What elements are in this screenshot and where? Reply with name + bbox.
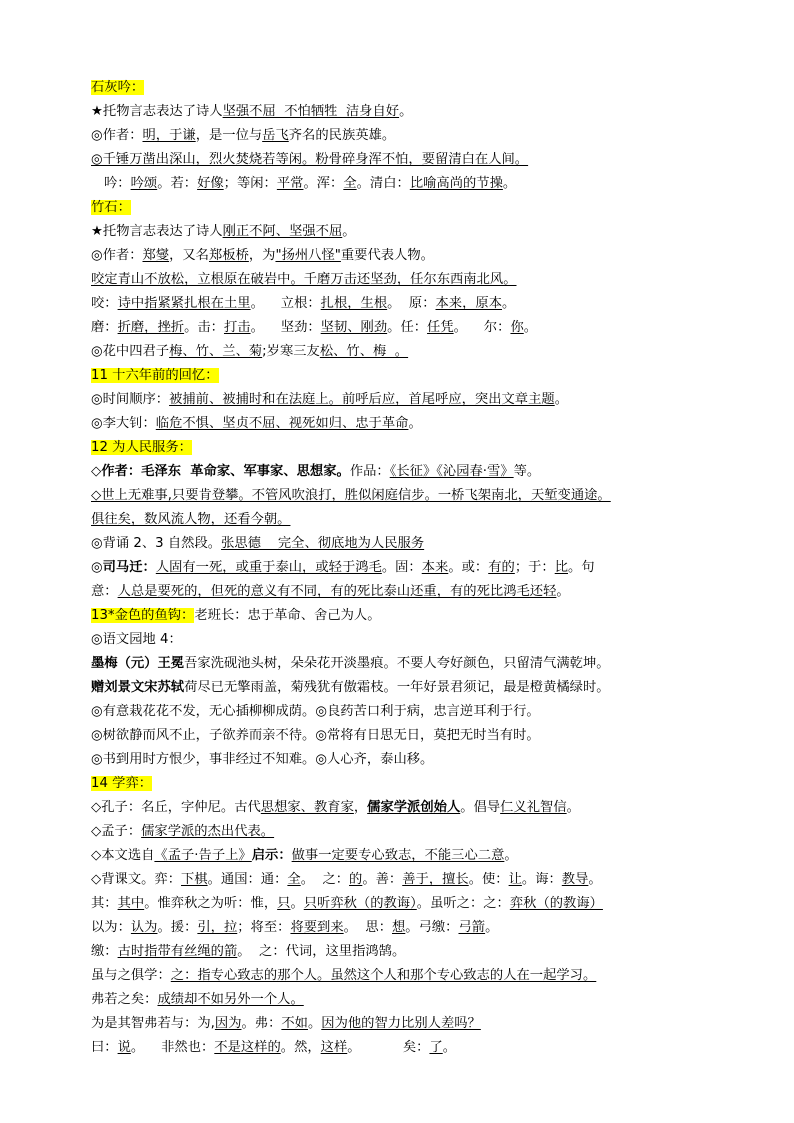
text-line	[91, 220, 731, 244]
text-segment: 松、竹、梅 。	[319, 344, 409, 359]
text-line	[91, 844, 731, 868]
text-segment: ，为	[248, 248, 276, 263]
section-heading: 13*金色的鱼钩：	[91, 608, 195, 623]
text-segment: 梅、竹、兰、菊	[169, 344, 263, 359]
text-segment: 。通国：通：	[207, 872, 288, 887]
text-segment: 《长征》《沁园春·雪》	[389, 464, 514, 479]
text-line	[91, 1012, 731, 1036]
text-segment: 作品：	[349, 464, 390, 479]
text-segment: 比喻高尚的节操	[409, 176, 503, 191]
text-segment: 坚强不屈 不怕牺牲 洁身自好	[222, 104, 400, 119]
text-segment: ◎背诵 2、3 自然段。	[91, 536, 222, 551]
text-segment: ，	[353, 800, 368, 815]
text-segment: 。虽听之：之：	[416, 896, 510, 911]
text-line	[91, 508, 731, 532]
text-segment: 古时指带有丝绳的箭	[117, 944, 238, 959]
text-segment: 仁义礼智信	[500, 800, 567, 815]
text-segment: ；于：	[514, 560, 555, 575]
text-line	[91, 436, 731, 460]
text-segment: 。 矣：	[347, 1040, 430, 1055]
text-segment: ◎李大钊：	[91, 416, 156, 431]
text-segment: ◎千锤万凿出深山，烈火焚烧若等闲。粉骨碎身浑不怕，要留清白在人间。	[91, 152, 529, 167]
text-segment: 。	[485, 920, 499, 935]
text-line	[91, 124, 731, 148]
text-segment: 被捕前、被捕时和在法庭上。前呼后应，首尾呼应，突出文章主题	[169, 392, 555, 407]
text-segment: 让	[508, 872, 522, 887]
text-segment: ◎作者：	[91, 128, 143, 143]
text-line	[91, 916, 731, 940]
text-line	[91, 772, 731, 796]
text-line	[91, 940, 731, 964]
text-line	[91, 148, 731, 172]
text-segment: 。	[554, 392, 568, 407]
text-segment: 张思德 完全、彻底地为人民服务	[221, 536, 425, 551]
text-segment: ◎花中四君子	[91, 344, 170, 359]
text-segment: 吟：	[104, 176, 131, 191]
text-segment: 吾家洗砚池头树，朵朵花开淡墨痕。不要人夸好颜色，只留清气满乾坤。	[184, 656, 610, 671]
text-segment: 。 之：代词，这里指鸿鹄。	[237, 944, 406, 959]
text-segment: 启示：	[251, 848, 292, 863]
document-page	[91, 76, 731, 1060]
text-segment: ★托物言志表达了诗人	[91, 104, 223, 119]
text-segment: 。	[442, 1040, 457, 1055]
text-segment: ；将至：	[237, 920, 291, 935]
text-line	[91, 1036, 731, 1060]
text-segment: 弗若之矣：	[91, 992, 158, 1007]
text-segment: 刚正不阿、坚强不屈	[222, 224, 343, 239]
text-segment: 郑燮	[142, 248, 170, 263]
text-segment: 任凭	[427, 320, 454, 335]
text-segment: 。任：	[387, 320, 428, 335]
text-segment: ◇孔子：名丘，字仲尼。古代	[91, 800, 261, 815]
text-segment: 弈秋（的教诲）	[509, 896, 603, 911]
text-segment: 因为他的智力比别人差吗？	[321, 1016, 481, 1031]
text-segment: 。倡导	[460, 800, 501, 815]
text-segment: 。 非然也：	[130, 1040, 215, 1055]
text-segment: 。然，	[280, 1040, 321, 1055]
text-line	[91, 604, 731, 628]
text-segment: 只	[277, 896, 291, 911]
text-segment: 不是这样的	[214, 1040, 281, 1055]
text-segment: 只听弈秋（的教诲）	[303, 896, 417, 911]
text-segment: 了	[429, 1040, 443, 1055]
text-segment: ，是一位与	[195, 128, 263, 143]
text-segment: 虽与之俱学：	[91, 968, 171, 983]
text-line	[91, 748, 731, 772]
text-segment: 打击	[223, 320, 251, 335]
text-segment: 思想家、教育家	[260, 800, 354, 815]
text-segment: 。 立根：	[250, 296, 321, 311]
text-segment: ◎有意栽花花不发，无心插柳柳成荫。◎良药苦口利于病，忠言逆耳利于行。	[91, 704, 540, 719]
text-segment: 。清白：	[356, 176, 410, 191]
text-line	[91, 340, 731, 364]
text-line	[91, 964, 731, 988]
text-segment: 意：	[91, 584, 118, 599]
text-segment: 扎根，生根	[320, 296, 388, 311]
text-segment: ◎作者：	[91, 248, 143, 263]
text-segment: 岳飞	[262, 128, 289, 143]
text-segment: 明，于谦	[142, 128, 196, 143]
text-segment: 。	[408, 416, 422, 431]
text-segment: 。援：	[157, 920, 198, 935]
text-segment: 磨：	[91, 320, 118, 335]
text-line	[91, 100, 731, 124]
text-line	[91, 580, 731, 604]
text-segment: 。	[504, 848, 518, 863]
text-segment: 。 思：	[343, 920, 392, 935]
text-segment: 成绩却不如另外一个人。	[157, 992, 304, 1007]
text-segment: 墨梅（元）王冕	[91, 656, 185, 671]
text-segment: 全	[287, 872, 301, 887]
text-segment: 为是其智弗若与：为,	[91, 1016, 215, 1031]
text-line	[91, 76, 731, 100]
text-segment: 。诲：	[521, 872, 562, 887]
text-segment: 因为	[214, 1016, 242, 1031]
section-heading: 石灰吟：	[91, 80, 145, 95]
text-segment: 临危不惧、坚贞不屈、视死如归、忠于革命	[155, 416, 409, 431]
text-segment: 等。	[513, 464, 541, 479]
text-line	[91, 388, 731, 412]
text-segment: 。使：	[468, 872, 509, 887]
text-segment: 人固有一死，或重于泰山，或轻于鸿毛	[155, 560, 382, 575]
text-segment: ◇作者：毛泽东 革命家、军事家、思想家。	[91, 464, 350, 479]
text-segment: ◇背课文。弈：	[91, 872, 182, 887]
text-segment: 人总是要死的，但死的意义有不同，有的死比泰山还重，有的死比鸿毛还轻	[117, 584, 557, 599]
text-line	[91, 172, 731, 196]
section-heading: 竹石：	[91, 200, 131, 215]
text-segment: 齐名的民族英雄。	[288, 128, 396, 143]
text-segment: 。 之：	[300, 872, 350, 887]
text-segment: 弓箭	[458, 920, 486, 935]
text-line	[91, 484, 731, 508]
text-segment: 。弓缴：	[405, 920, 459, 935]
text-segment: ◎树欲静而风不止，子欲养而亲不待。◎常将有日思无日，莫把无时当有时。	[91, 728, 540, 743]
text-segment: 有的	[488, 560, 515, 575]
text-line	[91, 196, 731, 220]
text-line	[91, 244, 731, 268]
text-line	[91, 796, 731, 820]
text-segment: 儒家学派创始人	[367, 800, 461, 815]
text-segment: 。善：	[362, 872, 403, 887]
text-segment: 重要代表人物。	[340, 248, 434, 263]
text-segment: 其中	[117, 896, 145, 911]
text-segment: ◇孟子：	[91, 824, 142, 839]
text-segment: 老班长：忠于革命、舍己为人。	[194, 608, 381, 623]
text-segment: 本来	[421, 560, 449, 575]
text-line	[91, 868, 731, 892]
text-segment: 认为	[130, 920, 158, 935]
text-segment: 。击：	[184, 320, 224, 335]
text-line	[91, 892, 731, 916]
text-segment: 。	[588, 872, 602, 887]
text-segment: 下棋	[181, 872, 208, 887]
text-segment: 。	[399, 104, 413, 119]
text-segment: 。 尔：	[453, 320, 511, 335]
text-segment: 好像	[197, 176, 224, 191]
text-segment: 。句	[568, 560, 595, 575]
text-segment: 赠刘景文宋苏轼	[91, 680, 185, 695]
text-line	[91, 292, 731, 316]
text-line	[91, 268, 731, 292]
text-segment: 教导	[561, 872, 589, 887]
section-heading: 14 学弈：	[91, 776, 153, 791]
text-segment: 。浑：	[303, 176, 344, 191]
text-line	[91, 628, 731, 652]
text-segment: 之：指专心致志的那个人。虽然这个人和那个专心致志的人在一起学习。	[170, 968, 597, 983]
text-segment: 。弗：	[241, 1016, 282, 1031]
text-line	[91, 988, 731, 1012]
text-segment: 。	[556, 584, 570, 599]
text-segment: 儒家学派的杰出代表。	[141, 824, 275, 839]
text-segment: 咬：	[91, 296, 118, 311]
text-segment: 。	[290, 896, 304, 911]
text-segment: 的	[349, 872, 363, 887]
text-segment: 《孟子·告子上》	[154, 848, 252, 863]
text-segment: 。惟弈秋之为听：惟，	[144, 896, 278, 911]
text-segment: 将要到来	[290, 920, 344, 935]
text-segment: 比	[554, 560, 568, 575]
text-segment: ◇本文选自	[91, 848, 155, 863]
text-segment: 。若：	[157, 176, 198, 191]
text-segment: 折磨，挫折	[117, 320, 185, 335]
text-segment: 善于，擅长	[402, 872, 469, 887]
section-heading: 12 为人民服务：	[91, 440, 192, 455]
text-segment: 荷尽已无擎雨盖，菊残犹有傲霜枝。一年好景君须记，最是橙黄橘绿时。	[184, 680, 610, 695]
text-segment: 。 坚劲：	[250, 320, 321, 335]
text-line	[91, 460, 731, 484]
text-segment: 曰：	[91, 1040, 118, 1055]
text-segment: 。	[502, 296, 516, 311]
text-segment: 。	[566, 800, 580, 815]
text-line	[91, 532, 731, 556]
text-segment: ◎语文园地 4：	[91, 632, 182, 647]
text-segment: ◎司马迁：	[91, 560, 156, 575]
text-line	[91, 676, 731, 700]
text-segment: "扬州八怪"	[275, 248, 341, 263]
text-segment: 以为：	[91, 920, 131, 935]
text-segment: 。固：	[381, 560, 422, 575]
text-segment: 吟颂	[130, 176, 158, 191]
text-line	[91, 412, 731, 436]
text-segment: 说	[117, 1040, 131, 1055]
text-segment: 引，拉	[197, 920, 238, 935]
text-segment: ★托物言志表达了诗人	[91, 224, 223, 239]
text-line	[91, 652, 731, 676]
text-segment: 缴：	[91, 944, 118, 959]
text-line	[91, 556, 731, 580]
text-segment: 。 原：	[387, 296, 436, 311]
text-segment: 其：	[91, 896, 118, 911]
text-segment: 你	[510, 320, 524, 335]
text-segment: 做事一定要专心致志，不能三心二意	[291, 848, 505, 863]
text-segment: ◇世上无难事,只要肯登攀。不管风吹浪打，胜似闲庭信步。一桥飞架南北，天堑变通途。	[91, 488, 611, 503]
text-line	[91, 724, 731, 748]
text-segment: 不如	[281, 1016, 308, 1031]
text-segment: 。	[307, 1016, 322, 1031]
text-segment: ◎书到用时方恨少，事非经过不知难。◎人心齐，泰山移。	[91, 752, 434, 767]
text-segment: 本来，原本	[435, 296, 502, 311]
text-segment: 诗中指紧紧扎根在土里	[117, 296, 251, 311]
text-segment: ;岁寒三友	[262, 344, 320, 359]
text-segment: 。	[502, 176, 517, 191]
text-line	[91, 820, 731, 844]
text-segment: 坚韧、刚劲	[320, 320, 388, 335]
text-segment: 这样	[320, 1040, 348, 1055]
text-line	[91, 364, 731, 388]
text-segment: ，又名	[169, 248, 209, 263]
text-segment: 咬定青山不放松，立根原在破岩中。千磨万击还坚劲，任尔东西南北风。	[91, 272, 517, 287]
text-segment: ；等闲：	[223, 176, 277, 191]
text-line	[91, 700, 731, 724]
text-segment: 。	[523, 320, 538, 335]
text-segment: 俱往矣，数风流人物，还看今朝。	[91, 512, 291, 527]
section-heading: 11 十六年前的回忆：	[91, 368, 219, 383]
text-segment: ◎时间顺序：	[91, 392, 170, 407]
text-segment: 全	[343, 176, 357, 191]
text-segment: 郑板桥	[208, 248, 249, 263]
text-segment: 平常	[276, 176, 304, 191]
text-segment: 。	[342, 224, 356, 239]
text-line	[91, 316, 731, 340]
text-segment: 想	[392, 920, 406, 935]
text-segment: 。或：	[448, 560, 489, 575]
